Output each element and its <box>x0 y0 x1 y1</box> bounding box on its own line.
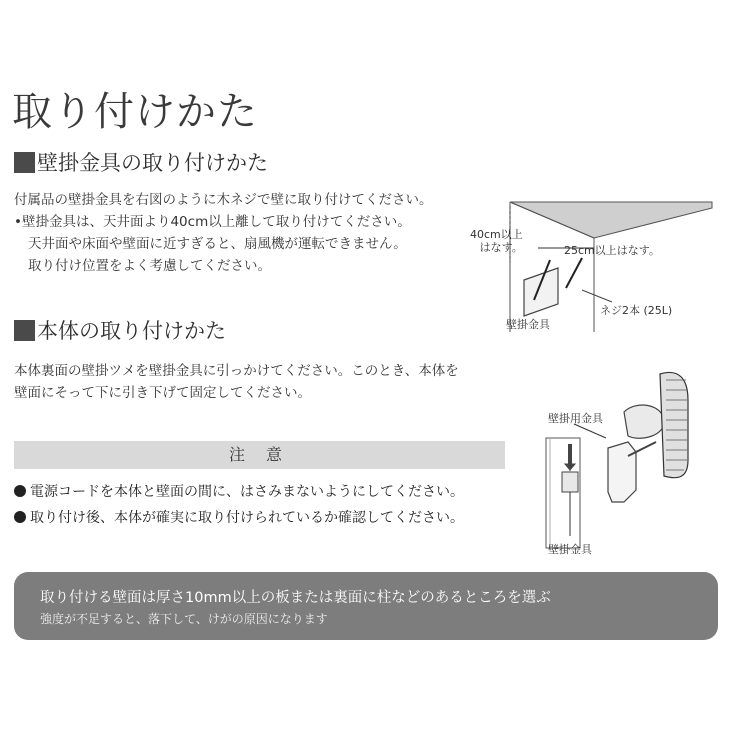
page-title: 取り付けかた <box>12 89 258 135</box>
caution-item <box>14 479 464 505</box>
caution-item <box>14 505 464 531</box>
screw-leader-line <box>582 290 612 302</box>
caution-heading: 注 意 <box>228 445 291 464</box>
section2-heading: 本体の取り付けかた <box>37 319 226 343</box>
ceiling-gap-note: はなす。 <box>479 241 523 254</box>
section1-line: 天井面や床面や壁面に近すぎると、扇風機が運転できません。 <box>28 236 407 252</box>
section-heading-bracket <box>14 149 268 177</box>
wall-section <box>546 438 580 548</box>
fan-bracket-label: 壁掛用金具 <box>548 412 603 425</box>
caution-header <box>14 441 505 469</box>
bullet-icon <box>14 511 26 523</box>
caution-item-text: 取り付け後、本体が確実に取り付けられているか確認してください。 <box>30 510 464 526</box>
wall-bracket-label: 壁掛金具 <box>548 543 592 556</box>
caution-item-text: 電源コードを本体と壁面の間に、はさみまないようにしてください。 <box>30 484 464 500</box>
bracket-plate <box>524 268 558 316</box>
section1-line: 取り付け位置をよく考慮してください。 <box>28 258 271 274</box>
section1-text <box>14 189 433 277</box>
section1-line: 付属品の壁掛金具を右図のように木ネジで壁に取り付けてください。 <box>14 192 433 208</box>
notice-title: 取り付ける壁面は厚さ10mm以上の板または裏面に柱などのあるところを選ぶ <box>40 590 551 606</box>
section-heading-body <box>14 317 226 345</box>
bracket-mounting-diagram <box>462 192 720 342</box>
screw-label: ネジ2本 (25L) <box>600 304 673 317</box>
ceiling-gap-value: 40cm以上 <box>470 228 523 241</box>
ceiling-gap-label <box>470 228 523 254</box>
notice-subtitle: 強度が不足すると、落下して、けがの原因になります <box>40 612 328 626</box>
side-gap-label: 25cm以上はなす。 <box>564 244 660 257</box>
fan-guard <box>660 372 688 477</box>
fan-mounting-diagram <box>540 360 720 560</box>
section1-line: •壁掛金具は、天井面より40cm以上離して取り付けてください。 <box>14 214 411 230</box>
wall-strength-notice <box>14 572 718 640</box>
top-label-leader <box>574 424 606 438</box>
section2-line: 壁面にそって下に引き下げて固定してください。 <box>14 385 311 401</box>
ceiling-surface <box>510 202 712 238</box>
fan-motor-housing <box>624 405 664 438</box>
screw-icon <box>566 258 582 288</box>
down-arrow-shaft <box>568 444 572 464</box>
bullet-icon <box>14 485 26 497</box>
section2-line: 本体裏面の壁掛ツメを壁掛金具に引っかけてください。このとき、本体を <box>14 363 459 379</box>
fan-back-mount <box>608 442 636 502</box>
heading-square-marker <box>14 320 35 341</box>
section2-text <box>14 360 459 404</box>
caution-list <box>14 479 464 531</box>
wall-bracket <box>562 472 578 492</box>
heading-square-marker <box>14 152 35 173</box>
section1-heading: 壁掛金具の取り付けかた <box>37 151 268 175</box>
bracket-label: 壁掛金具 <box>506 318 550 331</box>
